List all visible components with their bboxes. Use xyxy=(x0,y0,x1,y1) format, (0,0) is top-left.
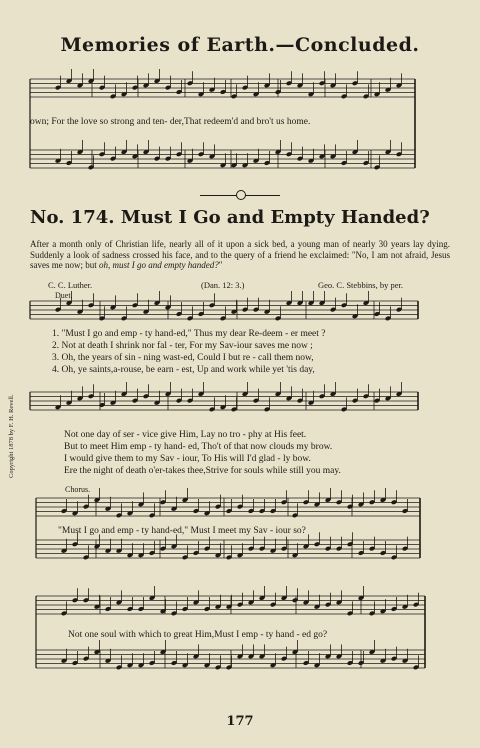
verse-line: Not one day of ser - vice give Him, Lay no tro - phy at His feet. xyxy=(64,430,307,440)
verse-line: I would give them to my Sav - iour, To His will I'd glad - ly bow. xyxy=(64,454,311,464)
section-title: Memories of Earth.—Concluded. xyxy=(60,34,420,56)
copyright-notice: Copyright 1878 by F. H. Revell. xyxy=(8,394,15,478)
duet-label: Duet. xyxy=(55,291,73,300)
hymn-title: No. 174. Must I Go and Empty Handed? xyxy=(30,207,430,228)
divider-ornament xyxy=(236,190,246,200)
author-credit: C. C. Luther. xyxy=(48,280,93,290)
section1-lyric: own; For the love so strong and ten- der,That redeem'd and bro't us home. xyxy=(30,117,311,127)
chorus-lyric: "Must I go and emp - ty hand-ed," Must I meet my Sav - iour so? xyxy=(58,526,306,536)
verse-line: 2. Not at death I shrink nor fal - ter, For my Sav-iour saves me now ; xyxy=(52,341,313,351)
final-lyric: Not one soul with which to great Him,Must I emp - ty hand - ed go? xyxy=(68,630,328,640)
chorus-label: Chorus. xyxy=(65,485,91,494)
composer-credit: Geo. C. Stebbins, by per. xyxy=(318,280,403,290)
verse-line: Ere the night of death o'er-takes thee,Strive for souls while still you may. xyxy=(64,466,341,476)
page-number: 177 xyxy=(226,714,254,729)
hymn-intro: After a month only of Christian life, nearly all of it upon a sick bed, a young man of nearly 30 years lay dying. Suddenly a look of sadness crossed his face, and to the query of a friend he exclaimed: "No, I am not afraid, Jesus saves me now; but oh, must I go and empty handed?" xyxy=(30,239,450,270)
scripture-reference: (Dan. 12: 3.) xyxy=(201,280,245,290)
verse-line: 3. Oh, the years of sin - ning wast-ed, Could I but re - call them now, xyxy=(52,353,314,363)
verse-line: 4. Oh, ye saints,a-rouse, be earn - est, Up and work while yet 'tis day, xyxy=(52,365,315,375)
verse-line: But to meet Him emp - ty hand- ed, Tho't of that now clouds my brow. xyxy=(64,442,333,452)
verse-line: 1. "Must I go and emp - ty hand-ed," Thus my dear Re-deem - er meet ? xyxy=(52,329,326,339)
